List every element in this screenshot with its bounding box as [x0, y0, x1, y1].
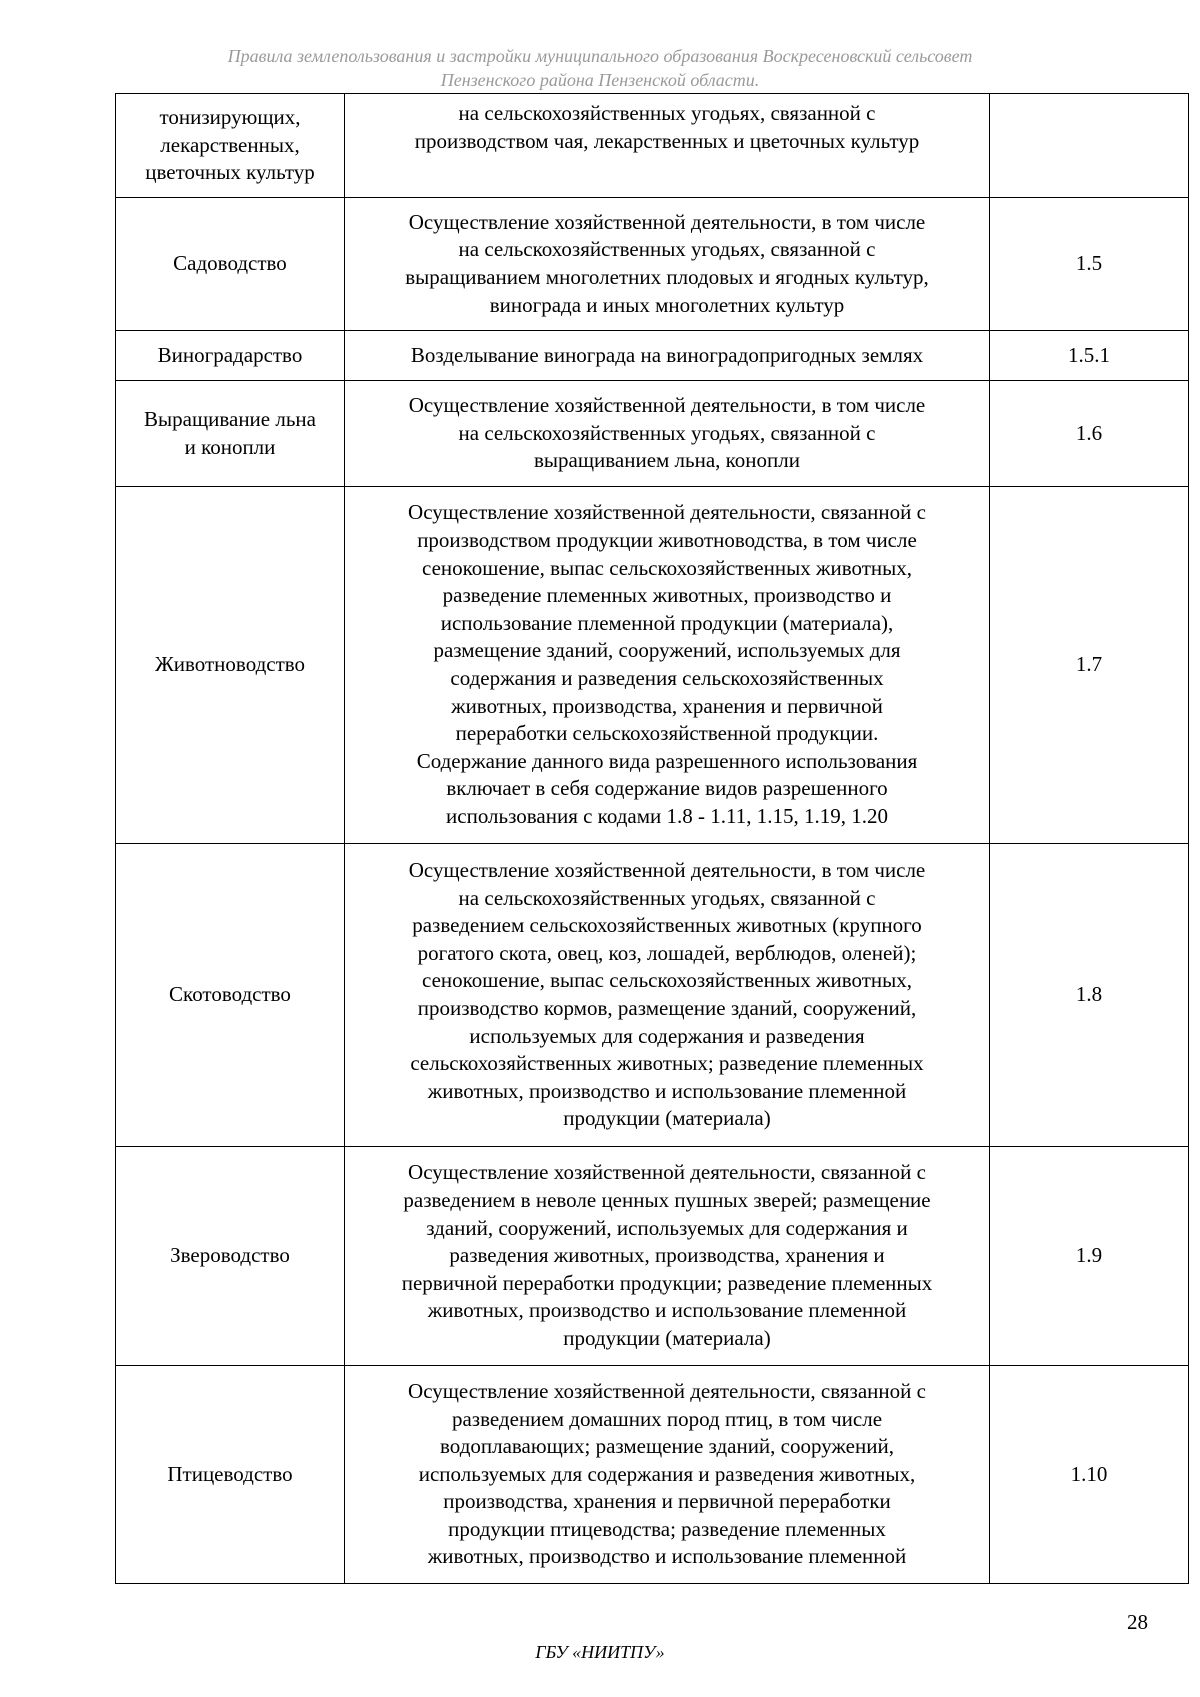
table-row [116, 94, 1189, 198]
use-type-code: 1.10 [990, 1366, 1189, 1584]
header-line-2: Пензенского района Пензенской области. [440, 70, 760, 90]
use-type-name: Скотоводство [116, 844, 345, 1147]
use-type-code [990, 94, 1189, 198]
use-type-name: тонизирующих, лекарственных, цветочных культур [116, 94, 345, 198]
table-row [116, 1366, 1189, 1584]
land-use-table [115, 93, 1189, 1584]
use-type-name: Выращивание льна и конопли [116, 381, 345, 487]
use-type-code: 1.5.1 [990, 331, 1189, 381]
table-row [116, 1147, 1189, 1366]
use-type-code: 1.9 [990, 1147, 1189, 1366]
use-type-description: Осуществление хозяйственной деятельности, в том числе на сельскохозяйственных угодьях, связанной с разведением сельскохозяйственных животных (крупного рогатого скота, овец, коз, лошадей, верблюдов, оленей); сенокошение, выпас сельскохозяйственных животных, производство кормов, размещение зданий, сооружений, используемых для содержания и разведения сельскохозяйственных животных; разведение племенных животных, производство и использование племенной продукции (материала) [345, 844, 990, 1147]
use-type-code: 1.8 [990, 844, 1189, 1147]
table-row [116, 331, 1189, 381]
table-row [116, 844, 1189, 1147]
use-type-description: Осуществление хозяйственной деятельности, в том числе на сельскохозяйственных угодьях, связанной с выращиванием льна, конопли [345, 381, 990, 487]
use-type-code: 1.6 [990, 381, 1189, 487]
document-header [0, 44, 1200, 92]
header-line-1: Правила землепользования и застройки муниципального образования Воскресеновский сельсовет [227, 46, 973, 66]
document-footer: ГБУ «НИИТПУ» [535, 1642, 665, 1662]
use-type-name: Птицеводство [116, 1366, 345, 1584]
use-type-name: Виноградарство [116, 331, 345, 381]
use-type-description: Осуществление хозяйственной деятельности, связанной с разведением в неволе ценных пушных зверей; размещение зданий, сооружений, используемых для содержания и разведения животных, производства, хранения и первичной переработки продукции; разведение племенных животных, производство и использование племенной продукции (материала) [345, 1147, 990, 1366]
use-type-code: 1.7 [990, 487, 1189, 844]
use-type-description: Осуществление хозяйственной деятельности, связанной с разведением домашних пород птиц, в том числе водоплавающих; размещение зданий, сооружений, используемых для содержания и разведения животных, производства, хранения и первичной переработки продукции птицеводства; разведение племенных животных, производство и использование племенной [345, 1366, 990, 1584]
use-type-description: на сельскохозяйственных угодьях, связанной с производством чая, лекарственных и цветочных культур [345, 94, 990, 198]
page-number: 28 [1127, 1610, 1148, 1634]
use-type-description: Возделывание винограда на виноградопригодных землях [345, 331, 990, 381]
use-type-name: Звероводство [116, 1147, 345, 1366]
use-type-description: Осуществление хозяйственной деятельности, в том числе на сельскохозяйственных угодьях, связанной с выращиванием многолетних плодовых и ягодных культур, винограда и иных многолетних культур [345, 198, 990, 331]
table-row [116, 487, 1189, 844]
use-type-description: Осуществление хозяйственной деятельности, связанной с производством продукции животноводства, в том числе сенокошение, выпас сельскохозяйственных животных, разведение племенных животных, производство и использование племенной продукции (материала), размещение зданий, сооружений, используемых для содержания и разведения сельскохозяйственных животных, производства, хранения и первичной переработки сельскохозяйственной продукции. Содержание данного вида разрешенного использования включает в себя содержание видов разрешенного использования с кодами 1.8 - 1.11, 1.15, 1.19, 1.20 [345, 487, 990, 844]
table-row [116, 198, 1189, 331]
use-type-name: Животноводство [116, 487, 345, 844]
use-type-code: 1.5 [990, 198, 1189, 331]
use-type-name: Садоводство [116, 198, 345, 331]
table-row [116, 381, 1189, 487]
